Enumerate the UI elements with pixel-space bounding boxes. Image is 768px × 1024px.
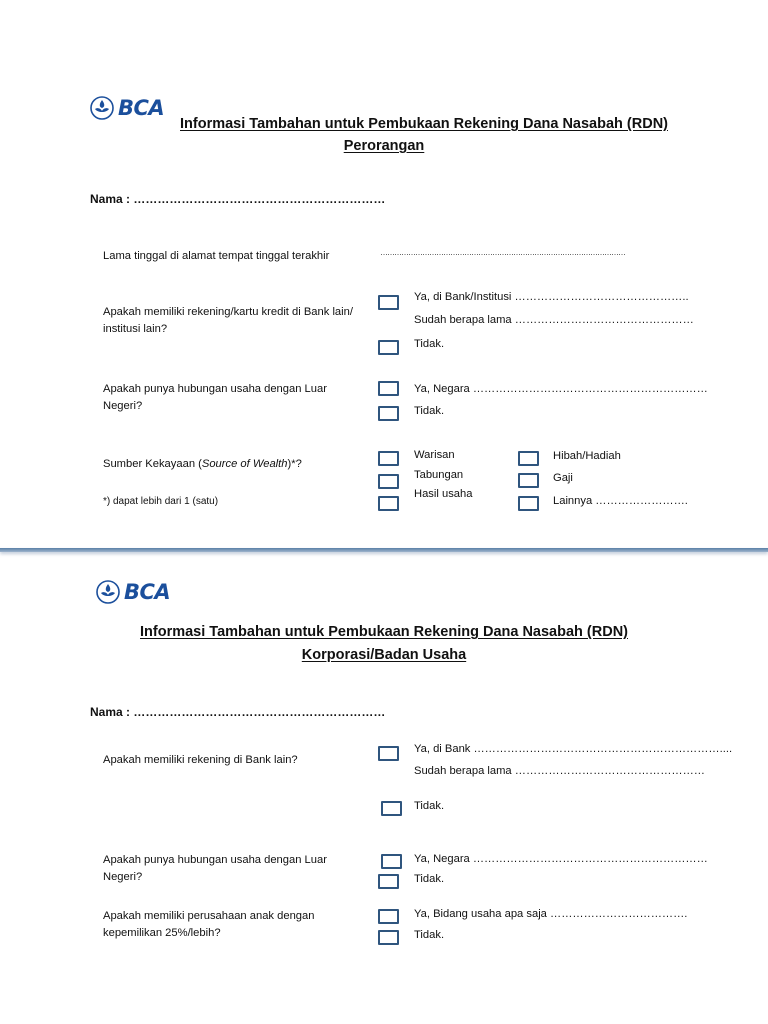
form2-checkbox-ya-negara[interactable]	[381, 854, 402, 869]
section-divider	[0, 548, 768, 552]
form1-title-line2: Perorangan	[343, 138, 425, 154]
form1-checkbox-warisan[interactable]	[378, 451, 399, 466]
bca-wordmark: BCA	[118, 96, 165, 120]
form2-option-tidak-1: Tidak.	[414, 800, 445, 812]
form1-option-hibah: Hibah/Hadiah	[553, 450, 621, 462]
bca-wordmark: BCA	[124, 580, 171, 604]
bca-emblem-icon	[96, 580, 120, 604]
form1-lama-tinggal-field[interactable]: ……………………………………………………………………………………………	[380, 248, 625, 257]
form2-question-luar-negeri: Apakah punya hubungan usaha dengan Luar Negeri?	[103, 854, 327, 883]
form1-option-ya-bank: Ya, di Bank/Institusi ………………………………………..	[414, 291, 689, 303]
form2-checkbox-tidak-2[interactable]	[378, 874, 399, 889]
form1-option-lainnya: Lainnya …………………….	[553, 495, 688, 507]
form2-option-ya-negara: Ya, Negara ………………………………………………………	[414, 853, 708, 865]
form1-checkbox-gaji[interactable]	[518, 473, 539, 488]
form1-checkbox-ya-bank[interactable]	[378, 295, 399, 310]
form2-question-rekening: Apakah memiliki rekening di Bank lain?	[103, 754, 298, 766]
form2-title-line1: Informasi Tambahan untuk Pembukaan Rekening Dana Nasabah (RDN)	[140, 624, 628, 640]
form2-option-tidak-2: Tidak.	[414, 873, 445, 885]
form1-option-hasil-usaha: Hasil usaha	[414, 488, 473, 500]
form1-question-luar-negeri: Apakah punya hubungan usaha dengan Luar Negeri?	[103, 383, 327, 412]
form1-question-rekening: Apakah memiliki rekening/kartu kredit di Bank lain/ institusi lain?	[103, 306, 353, 335]
form1-question-lama-tinggal: Lama tinggal di alamat tempat tinggal terakhir	[103, 250, 330, 262]
form1-title-line1: Informasi Tambahan untuk Pembukaan Rekening Dana Nasabah (RDN)	[180, 116, 668, 132]
form1-note: *) dapat lebih dari 1 (satu)	[103, 496, 219, 507]
form2-checkbox-tidak-1[interactable]	[381, 801, 402, 816]
form1-checkbox-hasil-usaha[interactable]	[378, 496, 399, 511]
form1-option-ya-negara: Ya, Negara ………………………………………………………	[414, 383, 708, 395]
form1-option-tidak-1: Tidak.	[414, 338, 445, 350]
form1-option-tidak-2: Tidak.	[414, 405, 445, 417]
form1-checkbox-hibah[interactable]	[518, 451, 539, 466]
form1-nama-field[interactable]: Nama : ………………………………………………………	[90, 192, 386, 206]
bca-logo-2	[96, 580, 170, 604]
form1-checkbox-tabungan[interactable]	[378, 474, 399, 489]
form2-option-ya-bidang: Ya, Bidang usaha apa saja ……………………………….	[414, 908, 688, 920]
form2-question-anak-perusahaan: Apakah memiliki perusahaan anak dengan kepemilikan 25%/lebih?	[103, 910, 315, 939]
form2-checkbox-ya-bank[interactable]	[378, 746, 399, 761]
form1-checkbox-tidak-2[interactable]	[378, 406, 399, 421]
form2-nama-field[interactable]: Nama : ………………………………………………………	[90, 705, 386, 719]
form2-checkbox-ya-bidang[interactable]	[378, 909, 399, 924]
form1-option-warisan: Warisan	[414, 449, 455, 461]
form2-title-line2: Korporasi/Badan Usaha	[301, 647, 467, 663]
form2-option-ya-bank: Ya, di Bank …………………………………………………………....	[414, 743, 733, 755]
form1-option-sudah-lama: Sudah berapa lama …………………………………………	[414, 314, 694, 326]
form1-checkbox-ya-negara[interactable]	[378, 381, 399, 396]
form1-option-tabungan: Tabungan	[414, 469, 464, 481]
form1-checkbox-lainnya[interactable]	[518, 496, 539, 511]
form1-checkbox-tidak-1[interactable]	[378, 340, 399, 355]
form2-option-sudah-lama: Sudah berapa lama ……………………………………………	[414, 765, 705, 777]
form1-question-sumber-kekayaan: Sumber Kekayaan (Source of Wealth)*?	[103, 458, 302, 470]
form2-option-tidak-3: Tidak.	[414, 929, 445, 941]
form1-option-gaji: Gaji	[553, 472, 573, 484]
form2-checkbox-tidak-3[interactable]	[378, 930, 399, 945]
